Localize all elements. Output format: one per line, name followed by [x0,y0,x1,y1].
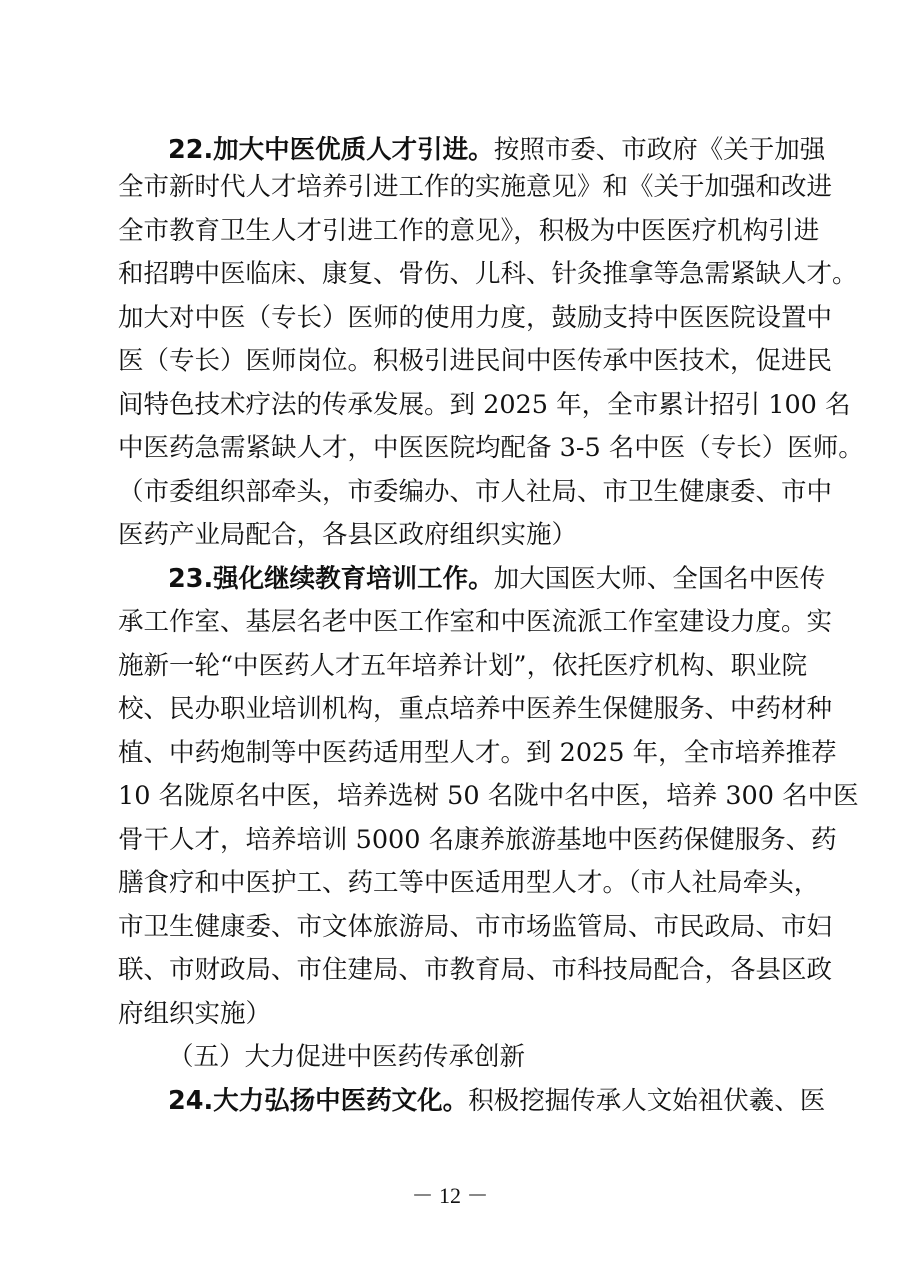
paragraph-line: 府组织实施） [118,999,272,1029]
paragraph-line: 市卫生健康委、市文体旅游局、市市场监管局、市民政局、市妇 [118,912,833,942]
text-run: 加大国医大师、全国名中医传 [493,564,826,594]
paragraph-line: 医药产业局配合，各县区政府组织实施） [118,520,578,550]
paragraph-line: 10 名陇原名中医，培养选树 50 名陇中名中医，培养 300 名中医 [118,781,859,811]
page-number: － 12 － [411,1183,489,1208]
paragraph-line: 膳食疗和中医护工、药工等中医适用型人才。（市人社局牵头， [118,868,820,898]
text-run: 积极挖掘传承人文始祖伏羲、医 [468,1086,826,1116]
paragraph-line: 和招聘中医临床、康复、骨伤、儿科、针灸推拿等急需紧缺人才。 [118,259,858,289]
paragraph-line: 全市新时代人才培养引进工作的实施意见》和《关于加强和改进 [118,172,833,202]
item-heading: 23.强化继续教育培训工作。 [168,564,494,594]
paragraph-line: （市委组织部牵头，市委编办、市人社局、市卫生健康委、市中 [118,477,833,507]
paragraph-line [168,564,826,594]
paragraph-line: 校、民办职业培训机构，重点培养中医养生保健服务、中药材种 [118,694,833,724]
text-run: 按照市委、市政府《关于加强 [493,135,826,165]
paragraph-line: 间特色技术疗法的传承发展。到 2025 年，全市累计招引 100 名 [118,390,851,420]
section-title: （五）大力促进中医药传承创新 [168,1042,526,1072]
paragraph-line: 联、市财政局、市住建局、市教育局、市科技局配合，各县区政 [118,955,833,985]
paragraph-line: 中医药急需紧缺人才，中医医院均配备 3-5 名中医（专长）医师。 [118,433,864,463]
paragraph-line: 骨干人才，培养培训 5000 名康养旅游基地中医药保健服务、药 [118,825,837,855]
paragraph-line [168,135,826,165]
paragraph-line: 加大对中医（专长）医师的使用力度，鼓励支持中医医院设置中 [118,303,833,333]
paragraph-line [168,1086,826,1116]
paragraph-line: 医（专长）医师岗位。积极引进民间中医传承中医技术，促进民 [118,346,833,376]
item-heading: 22.加大中医优质人才引进。 [168,135,494,165]
paragraph-line: 植、中药炮制等中医药适用型人才。到 2025 年，全市培养推荐 [118,738,837,768]
paragraph-line: 施新一轮“中医药人才五年培养计划”，依托医疗机构、职业院 [118,651,808,681]
paragraph-line: 全市教育卫生人才引进工作的意见》，积极为中医医疗机构引进 [118,216,820,246]
paragraph-line: 承工作室、基层名老中医工作室和中医流派工作室建设力度。实 [118,607,833,637]
item-heading: 24.大力弘扬中医药文化。 [168,1086,469,1116]
